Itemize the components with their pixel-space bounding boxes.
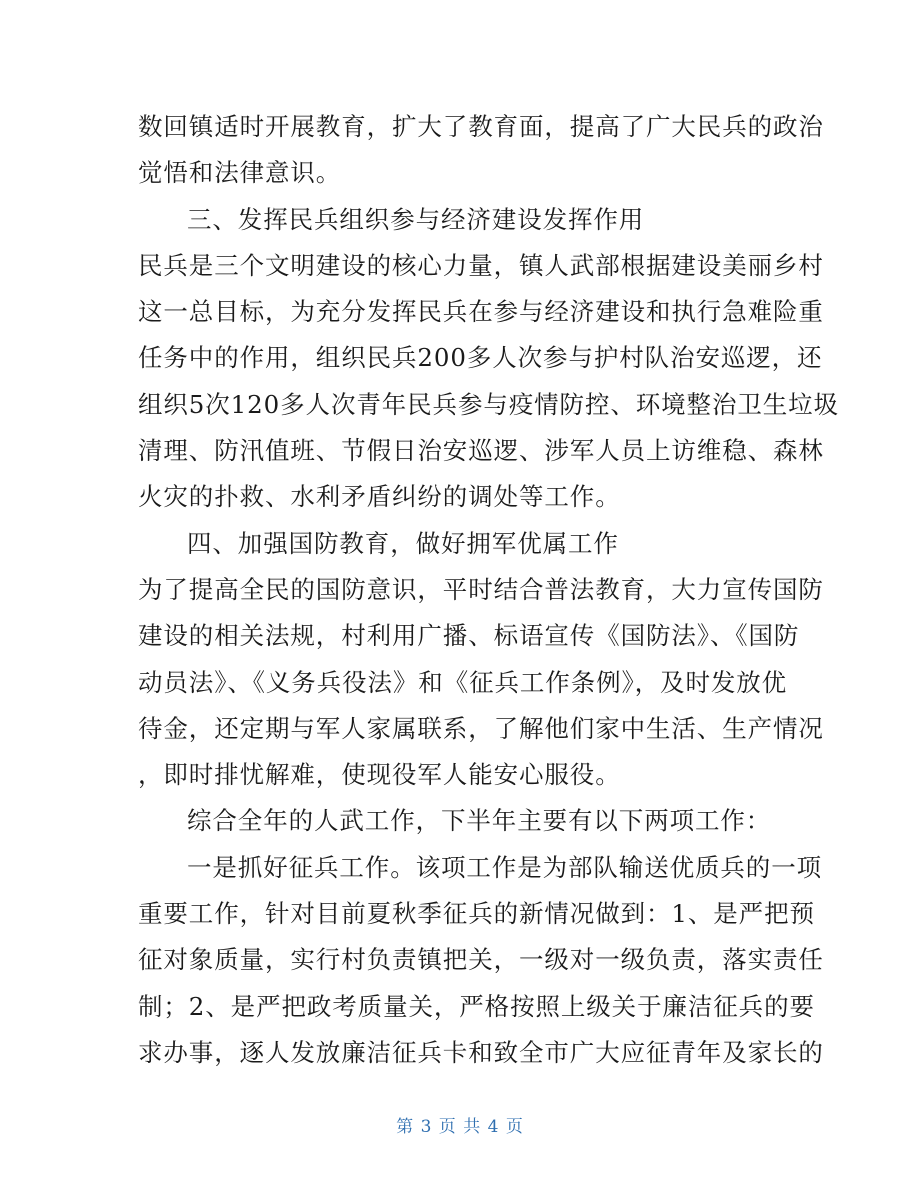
body-line: 动员法》、《义务兵役法》和《征兵工作条例》，及时发放优 xyxy=(138,667,788,697)
body-line: 征对象质量，实行村负责镇把关，一级对一级负责，落实责任 xyxy=(138,945,824,975)
body-line: 这一总目标，为充分发挥民兵在参与经济建设和执行急难险重 xyxy=(138,297,824,327)
body-line: 一是抓好征兵工作。该项工作是为部队输送优质兵的一项 xyxy=(187,852,822,882)
body-line: 综合全年的人武工作，下半年主要有以下两项工作： xyxy=(187,806,772,836)
body-line: 待金，还定期与军人家属联系，了解他们家中生活、生产情况 xyxy=(138,713,824,743)
body-line: 重要工作，针对目前夏秋季征兵的新情况做到：1、是严把预 xyxy=(138,899,815,929)
body-line: ，即时排忧解难，使现役军人能安心服役。 xyxy=(138,760,621,790)
document-body xyxy=(138,104,839,1076)
body-line: 制；2、是严把政考质量关，严格按照上级关于廉洁征兵的要 xyxy=(138,991,815,1021)
body-line: 数回镇适时开展教育，扩大了教育面，提高了广大民兵的政治 xyxy=(138,112,824,141)
section-heading: 三、发挥民兵组织参与经济建设发挥作用 xyxy=(187,204,645,234)
body-line: 民兵是三个文明建设的核心力量，镇人武部根据建设美丽乡村 xyxy=(138,250,824,280)
body-line: 组织5次120多人次青年民兵参与疫情防控、环境整治卫生垃圾 xyxy=(138,389,839,419)
section-heading: 四、加强国防教育，做好拥军优属工作 xyxy=(187,528,619,558)
body-line: 任务中的作用，组织民兵200多人次参与护村队治安巡逻，还 xyxy=(138,343,823,373)
page-number-footer: 第 3 页 共 4 页 xyxy=(396,1117,524,1137)
body-line: 为了提高全民的国防意识，平时结合普法教育，大力宣传国防 xyxy=(138,574,824,604)
body-line: 求办事，逐人发放廉洁征兵卡和致全市广大应征青年及家长的 xyxy=(138,1037,824,1067)
body-line: 觉悟和法律意识。 xyxy=(138,158,342,188)
body-line: 清理、防汛值班、节假日治安巡逻、涉军人员上访维稳、森林 xyxy=(138,436,824,466)
body-line: 建设的相关法规，村利用广播、标语宣传《国防法》、《国防 xyxy=(138,621,800,651)
body-line: 火灾的扑救、水利矛盾纠纷的调处等工作。 xyxy=(138,482,621,512)
